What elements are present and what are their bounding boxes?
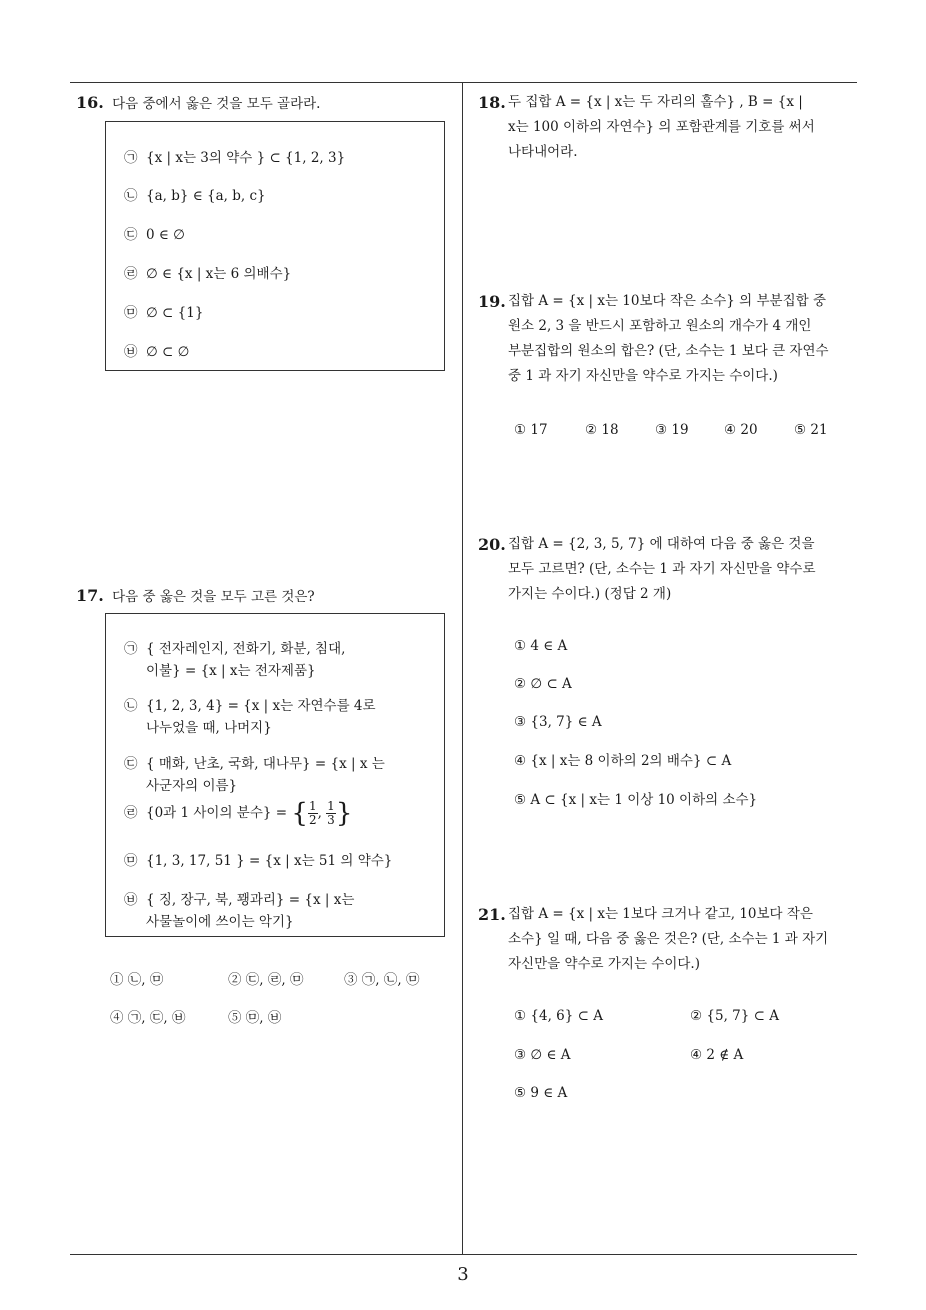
statement-item: ㉤ {1, 3, 17, 51 } = {x | x는 51 의 약수}	[124, 853, 393, 869]
question-number: 18.	[478, 93, 506, 112]
answer-choice-4[interactable]: ④ 2 ∉ A	[690, 1047, 744, 1063]
question-20: 20. 집합 A = {2, 3, 5, 7} 에 대하여 다음 중 옳은 것을 모두 고르면? (단, 소수는 1 과 자기 자신만을 약수로 가지는 수이다.) (정답 2 개)	[478, 532, 860, 607]
statement-item: ㉤ ∅ ⊂ {1}	[124, 305, 204, 321]
bottom-rule	[70, 1254, 857, 1255]
fraction: $\frac{1}{2}$	[308, 799, 317, 827]
q16-statements-box	[105, 121, 445, 371]
fraction: $\frac{1}{3}$	[327, 799, 335, 827]
answer-choice-5[interactable]: ⑤ 9 ∈ A	[514, 1085, 568, 1101]
question-21: 21. 집합 A = {x | x는 1보다 크거나 같고, 10보다 작은 소수} 일 때, 다음 중 옳은 것은? (단, 소수는 1 과 자기 자신만을 약수로 가지는 수이다.)	[478, 902, 860, 977]
answer-choice-3[interactable]: ③ ㉠, ㉡, ㉤	[344, 972, 420, 988]
question-19: 19. 집합 A = {x | x는 10보다 작은 소수} 의 부분집합 중 원소 2, 3 을 반드시 포함하고 원소의 개수가 4 개인 부분집합의 원소의 합은? (단, 소수는 1 보다 큰 자연수 중 1 과 자기 자신만을 약수로 가지는 수이다.)	[478, 289, 860, 389]
question-text: 다음 중 옳은 것을 모두 고른 것은?	[112, 589, 315, 605]
answer-choice-5[interactable]: ⑤ ㉤, ㉥	[228, 1010, 282, 1026]
question-number: 19.	[478, 292, 506, 311]
answer-choice-3[interactable]: ③ 19	[655, 422, 689, 438]
question-number: 17.	[76, 586, 104, 605]
answer-choice-3[interactable]: ③ {3, 7} ∈ A	[514, 714, 602, 730]
answer-choice-1[interactable]: ① ㉡, ㉤	[110, 972, 164, 988]
answer-choice-1[interactable]: ① {4, 6} ⊂ A	[514, 1008, 603, 1024]
page-number: 3	[457, 1264, 469, 1285]
question-number: 20.	[478, 535, 506, 554]
answer-choice-4[interactable]: ④ {x | x는 8 이하의 2의 배수} ⊂ A	[514, 753, 732, 769]
q17-statements-box	[105, 613, 445, 937]
left-brace: {	[291, 798, 308, 829]
answer-choice-4[interactable]: ④ 20	[724, 422, 758, 438]
statement-item: ㉣ {0과 1 사이의 분수} = { $\frac{1}{2}$ , $\frac{1}{3}$ }	[124, 798, 353, 829]
answer-choice-3[interactable]: ③ ∅ ∈ A	[514, 1047, 571, 1063]
question-18: 18. 두 집합 A = {x | x는 두 자리의 홀수} , B = {x | x는 100 이하의 자연수} 의 포함관계를 기호를 써서 나타내어라.	[478, 90, 860, 165]
answer-choice-5[interactable]: ⑤ A ⊂ {x | x는 1 이상 10 이하의 소수}	[514, 792, 758, 808]
statement-item: ㉥ ∅ ⊂ ∅	[124, 344, 190, 360]
statement-item: ㉥ { 징, 장구, 북, 꽹과리} = {x | x는 사물놀이에 쓰이는 악기}	[124, 892, 355, 930]
statement-item: ㉡ {1, 2, 3, 4} = {x | x는 자연수를 4로 나누었을 때, 나머지}	[124, 698, 376, 736]
column-divider	[462, 83, 463, 1254]
question-17	[76, 583, 456, 610]
statement-item: ㉠ {x | x는 3의 약수 } ⊂ {1, 2, 3}	[124, 150, 346, 166]
answer-choice-1[interactable]: ① 17	[514, 422, 548, 438]
question-number: 16.	[76, 93, 104, 112]
answer-choice-5[interactable]: ⑤ 21	[794, 422, 828, 438]
top-rule	[70, 82, 857, 83]
statement-item: ㉢ { 매화, 난초, 국화, 대나무} = {x | x 는 사군자의 이름}	[124, 756, 385, 794]
answer-choice-4[interactable]: ④ ㉠, ㉢, ㉥	[110, 1010, 186, 1026]
right-brace: }	[335, 798, 353, 829]
question-text: 다음 중에서 옳은 것을 모두 골라라.	[112, 96, 321, 112]
question-16	[76, 90, 456, 117]
statement-item: ㉠ { 전자레인지, 전화기, 화분, 침대, 이불} = {x | x는 전자제품}	[124, 641, 346, 679]
statement-item: ㉡ {a, b} ∈ {a, b, c}	[124, 188, 266, 204]
answer-choice-2[interactable]: ② ㉢, ㉣, ㉤	[228, 972, 304, 988]
question-number: 21.	[478, 905, 506, 924]
answer-choice-2[interactable]: ② ∅ ⊂ A	[514, 676, 572, 692]
statement-item: ㉣ ∅ ∈ {x | x는 6 의배수}	[124, 266, 292, 282]
answer-choice-1[interactable]: ① 4 ∈ A	[514, 638, 568, 654]
statement-item: ㉢ 0 ∈ ∅	[124, 227, 185, 243]
answer-choice-2[interactable]: ② {5, 7} ⊂ A	[690, 1008, 779, 1024]
answer-choice-2[interactable]: ② 18	[585, 422, 619, 438]
